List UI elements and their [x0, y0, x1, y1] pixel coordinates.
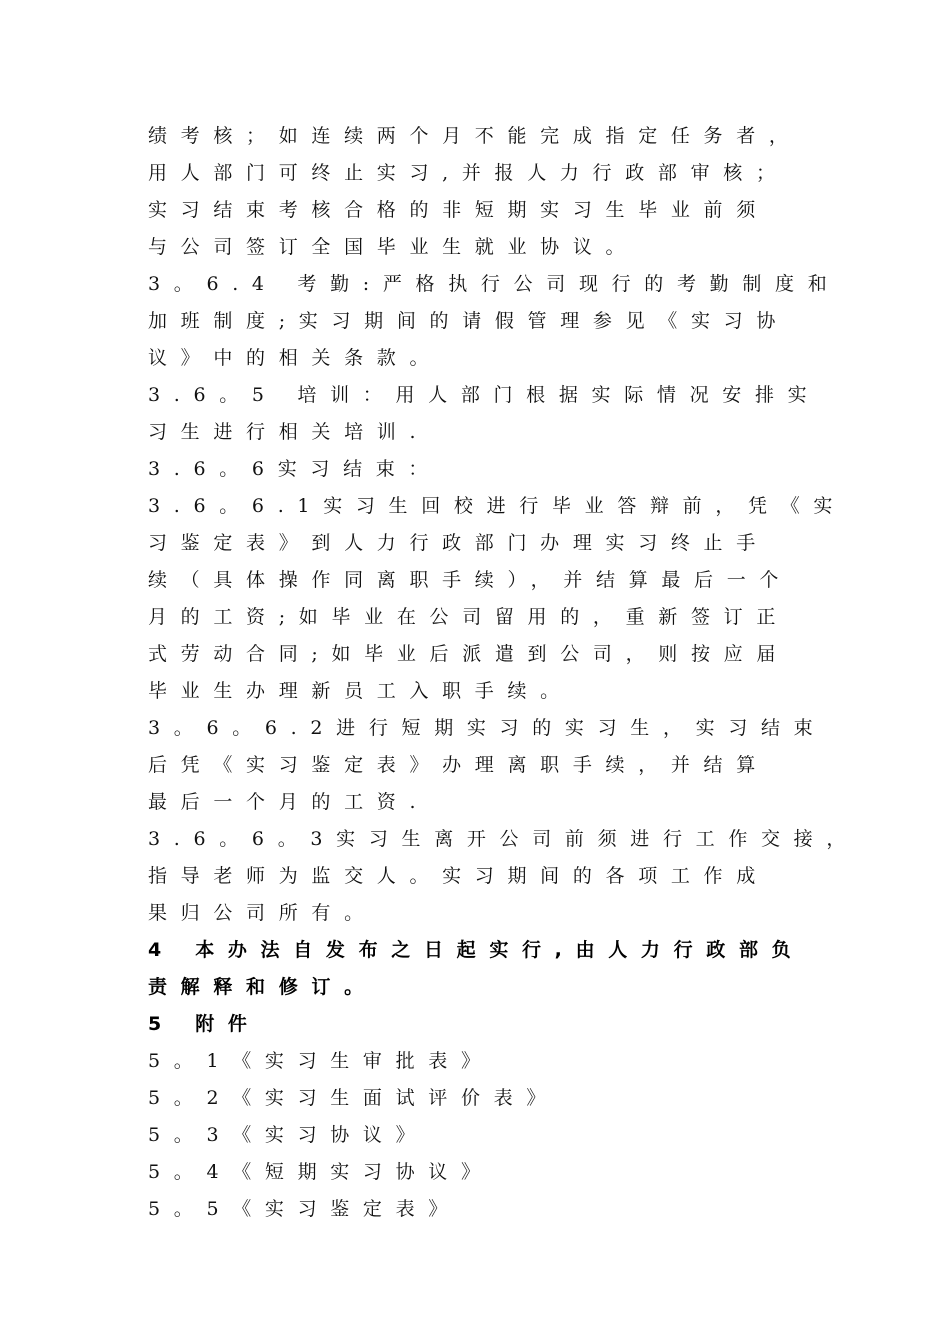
text-line: 议》中的相关条款。	[148, 347, 443, 369]
text-line: 3。6.4 考勤:严格执行公司现行的考勤制度和	[148, 273, 841, 295]
text-line: 与公司签订全国毕业生就业协议。	[148, 236, 639, 258]
section-heading-line: 责解释和修订。	[148, 976, 377, 998]
text-line: 3。6。6.2进行短期实习的实习生，实习结束	[148, 717, 827, 739]
text-line: 月的工资;如毕业在公司留用的，重新签订正	[148, 606, 790, 628]
text-line: 3.6。6。3实习生离开公司前须进行工作交接，	[148, 828, 860, 850]
text-line: 式劳动合同;如毕业后派遣到公司，则按应届	[148, 643, 790, 665]
section-heading-attachments: 5 附件	[148, 1013, 261, 1035]
text-line: 3.6。6.1实习生回校进行毕业答辩前，凭《实	[148, 495, 847, 517]
text-line: 果归公司所有。	[148, 902, 377, 924]
text-line: 习生进行相关培训.	[148, 421, 430, 443]
attachment-item: 5。2《实习生面试评价表》	[148, 1087, 560, 1109]
text-line: 最后一个月的工资.	[148, 791, 430, 813]
text-line: 指导老师为监交人。实习期间的各项工作成	[148, 865, 769, 887]
attachment-item: 5。5《实习鉴定表》	[148, 1198, 461, 1220]
attachment-item: 5。3《实习协议》	[148, 1124, 429, 1146]
text-line: 3.6。6实习结束：	[148, 458, 442, 480]
text-line: 绩考核；如连续两个月不能完成指定任务者，	[148, 125, 802, 147]
document-body	[148, 118, 860, 1228]
text-line: 毕业生办理新员工入职手续。	[148, 680, 573, 702]
text-line: 加班制度;实习期间的请假管理参见《实习协	[148, 310, 790, 332]
section-heading-line: 4 本办法自发布之日起实行,由人力行政部负	[148, 939, 805, 961]
text-line: 续（具体操作同离职手续），并结算最后一个	[148, 569, 793, 591]
text-line: 实习结束考核合格的非短期实习生毕业前须	[148, 199, 769, 221]
text-line: 3.6。5 培训：用人部门根据实际情况安排实	[148, 384, 821, 406]
attachment-item: 5。1《实习生审批表》	[148, 1050, 494, 1072]
text-line: 后凭《实习鉴定表》办理离职手续，并结算	[148, 754, 769, 776]
text-line: 习鉴定表》到人力行政部门办理实习终止手	[148, 532, 769, 554]
text-line: 用人部门可终止实习,并报人力行政部审核；	[148, 162, 789, 184]
attachment-item: 5。4《短期实习协议》	[148, 1161, 494, 1183]
